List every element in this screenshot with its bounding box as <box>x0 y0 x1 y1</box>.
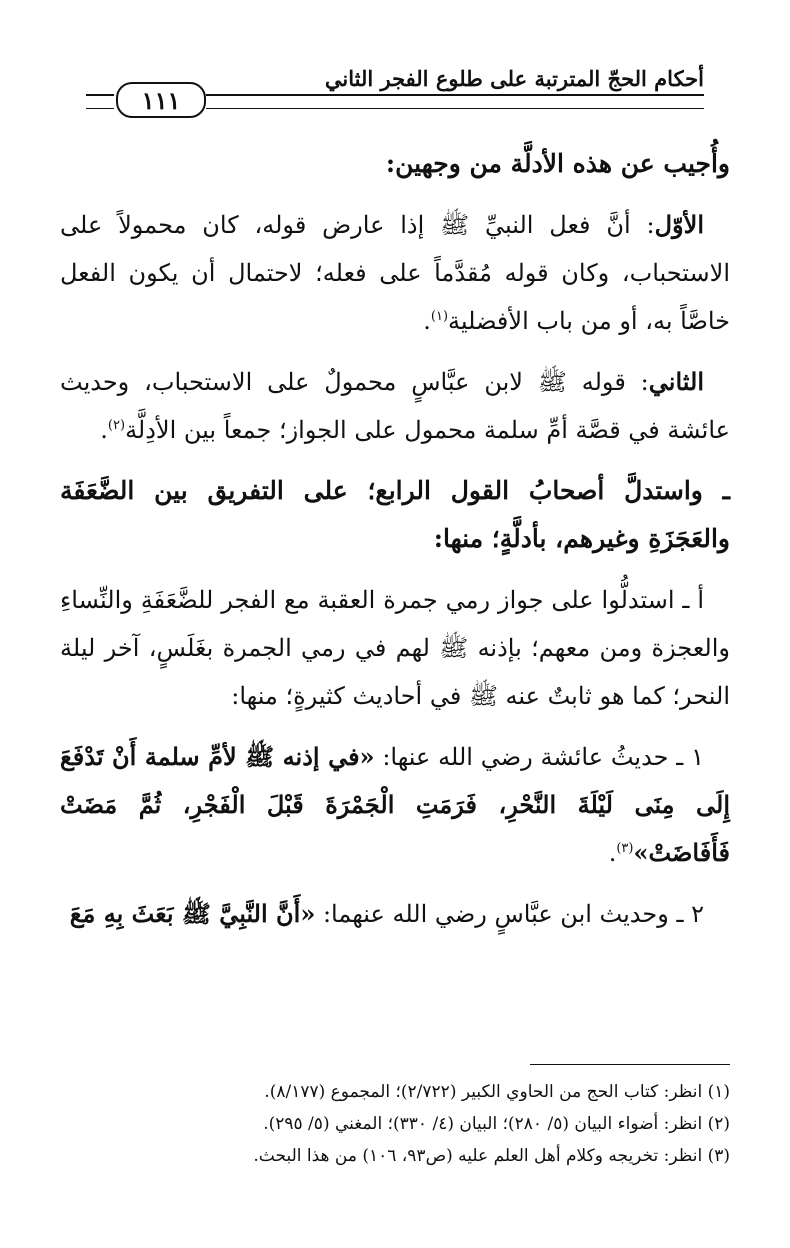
paragraph-second-answer <box>60 358 730 454</box>
header-rule <box>206 94 704 109</box>
footnote-separator <box>530 1064 730 1065</box>
first-answer-text: : أنَّ فعل النبيِّ ﷺ إذا عارض قوله، كان محمولاً على الاستحباب، وكان قوله مُقدَّماً على فعله؛ لاحتمال أن يكون الفعل خاصَّاً به، أو من باب الأفضلية <box>60 211 731 335</box>
fourth-opinion-heading: ـ واستدلَّ أصحابُ القول الرابع؛ على التفريق بين الضَّعَفَة والعَجَزَةِ وغيرهم، بأدلَّةٍ؛ منها: <box>60 476 730 553</box>
first-label: الأوّل <box>654 210 704 239</box>
footnote-1: (١) انظر: كتاب الحج من الحاوي الكبير (٢/٧٢٢)؛ المجموع (٨/١٧٧). <box>264 1082 730 1102</box>
hadith-aisha-quote: «في إذنه ﷺ لأمِّ سلمة أَنْ تَدْفَعَ إِلَى مِنَى لَيْلَةَ النَّحْرِ، فَرَمَتِ الْجَمْرَةَ قَبْلَ الْفَجْرِ، ثُمَّ مَضَتْ فَأَفَاضَتْ» <box>60 742 730 867</box>
main-text <box>60 140 730 951</box>
footnote-2: (٢) انظر: أضواء البيان (٥/ ٢٨٠)؛ البيان (٤/ ٣٣٠)؛ المغني (٥/ ٢٩٥). <box>263 1114 730 1134</box>
second-answer-text: : قوله ﷺ لابن عبَّاسٍ محمولٌ على الاستحباب، وحديث عائشة في قصَّة أمِّ سلمة محمول على الجواز؛ جمعاً بين الأدِلَّة <box>60 368 730 444</box>
period: . <box>608 839 617 867</box>
page-header <box>86 64 704 126</box>
paragraph-evidence-a: أ ـ استدلُّوا على جواز رمي جمرة العقبة مع الفجر للضَّعَفَةِ والنِّساءِ والعجزة ومن معهم؛ بإذنه ﷺ لهم في رمي الجمرة بغَلَسٍ، آخر ليلة النحر؛ كما هو ثابتٌ عنه ﷺ في أحاديث كثيرةٍ؛ منها: <box>60 586 730 710</box>
section-heading: وأُجيب عن هذه الأدلَّة من وجهين: <box>385 149 730 178</box>
paragraph-first-answer <box>60 201 730 345</box>
hadith-ibn-abbas-intro: ٢ ـ وحديث ابن عبَّاسٍ رضي الله عنهما: <box>315 900 704 928</box>
running-title: أحكام الحجّ المترتبة على طلوع الفجر الثاني <box>324 66 704 91</box>
header-rule-left <box>86 94 114 109</box>
hadith-ibn-abbas-quote: «أَنَّ النَّبِيَّ ﷺ بَعَثَ بِهِ مَعَ <box>69 899 316 928</box>
hadith-aisha-intro: ١ ـ حديثُ عائشة رضي الله عنها: <box>374 743 704 771</box>
footnote-ref-2[interactable]: (٢) <box>107 418 126 433</box>
period: . <box>423 307 431 335</box>
hadith-ibn-abbas <box>60 890 730 938</box>
footnote-ref-3[interactable]: (٣) <box>616 841 634 856</box>
footnotes <box>60 1076 730 1172</box>
page-number: ١١١ <box>116 82 206 118</box>
hadith-aisha <box>60 733 730 877</box>
period: . <box>100 416 108 444</box>
footnote-3: (٣) انظر: تخريجه وكلام أهل العلم عليه (ص٩٣، ١٠٦) من هذا البحث. <box>253 1146 730 1166</box>
second-label: الثاني <box>648 367 704 396</box>
footnote-ref-1[interactable]: (١) <box>430 309 449 324</box>
